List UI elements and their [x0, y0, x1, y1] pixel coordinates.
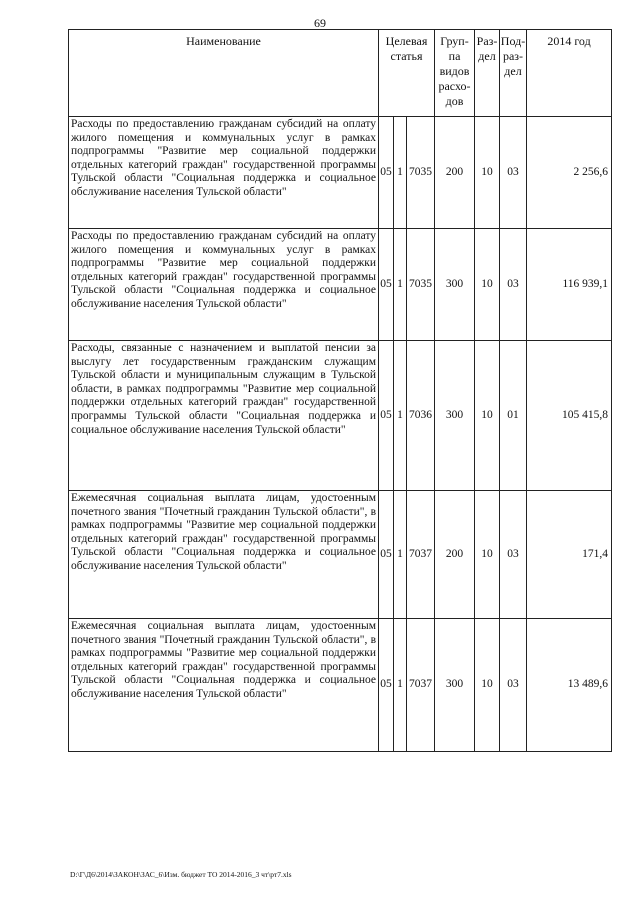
row-subsection: 03	[500, 619, 527, 752]
row-description: Ежемесячная социальная выплата лицам, удостоенным почетного звания "Почетный гражданин Тульской области", в рамках подпрограммы "Развитие мер социальной поддержки отдельных категорий граждан" государственной программы Тульской области "Социальная поддержка и социальное обслуживание населения Тульской области"	[69, 491, 379, 619]
row-cs-direction: 7036	[407, 341, 435, 491]
row-section: 10	[475, 619, 500, 752]
row-cs-subprogram: 1	[394, 491, 407, 619]
row-description: Расходы по предоставлению гражданам субсидий на оплату жилого помещения и коммунальных услуг в рамках подпрограммы "Развитие мер социальной поддержки отдельных категорий граждан" государственной программы Тульской области "Социальная поддержка и социальное обслуживание населения Тульской области"	[69, 229, 379, 341]
header-section: Раз- дел	[475, 30, 500, 117]
row-amount: 2 256,6	[527, 117, 612, 229]
header-expense-group: Груп- па видов расхо- дов	[435, 30, 475, 117]
row-cs-direction: 7035	[407, 229, 435, 341]
row-cs-subprogram: 1	[394, 341, 407, 491]
row-subsection: 03	[500, 117, 527, 229]
header-year-2014: 2014 год	[527, 30, 612, 117]
row-amount: 13 489,6	[527, 619, 612, 752]
header-row	[69, 30, 612, 117]
table-row	[69, 229, 612, 341]
header-name: Наименование	[69, 30, 379, 117]
row-description: Расходы, связанные с назначением и выплатой пенсии за выслугу лет государственным гражданским служащим Тульской области и муниципальным служащим в Тульской области, в рамках подпрограммы "Развитие мер социальной поддержки отдельных категорий граждан" государственной программы Тульской области "Социальная поддержка и социальное обслуживание населения Тульской области"	[69, 341, 379, 491]
row-description: Ежемесячная социальная выплата лицам, удостоенным почетного звания "Почетный гражданин Тульской области", в рамках подпрограммы "Развитие мер социальной поддержки отдельных категорий граждан" государственной программы Тульской области "Социальная поддержка и социальное обслуживание населения Тульской области"	[69, 619, 379, 752]
row-section: 10	[475, 341, 500, 491]
budget-table	[68, 29, 612, 752]
row-cs-program: 05	[379, 491, 394, 619]
row-cs-program: 05	[379, 117, 394, 229]
row-subsection: 03	[500, 491, 527, 619]
header-subsection: Под- раз- дел	[500, 30, 527, 117]
row-expense-group: 300	[435, 229, 475, 341]
table-row	[69, 341, 612, 491]
file-path-footer: D:\Г\Д6\2014\ЗАКОН\ЗАС_6\Изм. бюджет ТО 2014-2016_3 чт\рт7.xls	[70, 870, 292, 879]
table-row	[69, 491, 612, 619]
row-section: 10	[475, 229, 500, 341]
row-expense-group: 200	[435, 117, 475, 229]
row-cs-subprogram: 1	[394, 619, 407, 752]
row-cs-direction: 7037	[407, 491, 435, 619]
row-subsection: 03	[500, 229, 527, 341]
row-expense-group: 300	[435, 341, 475, 491]
row-amount: 105 415,8	[527, 341, 612, 491]
row-description: Расходы по предоставлению гражданам субсидий на оплату жилого помещения и коммунальных услуг в рамках подпрограммы "Развитие мер социальной поддержки отдельных категорий граждан" государственной программы Тульской области "Социальная поддержка и социальное обслуживание населения Тульской области"	[69, 117, 379, 229]
row-amount: 116 939,1	[527, 229, 612, 341]
row-expense-group: 200	[435, 491, 475, 619]
row-cs-program: 05	[379, 229, 394, 341]
row-cs-subprogram: 1	[394, 117, 407, 229]
row-cs-program: 05	[379, 341, 394, 491]
row-cs-subprogram: 1	[394, 229, 407, 341]
header-target-article: Целевая статья	[379, 30, 435, 117]
row-expense-group: 300	[435, 619, 475, 752]
row-subsection: 01	[500, 341, 527, 491]
row-cs-direction: 7037	[407, 619, 435, 752]
row-cs-program: 05	[379, 619, 394, 752]
row-section: 10	[475, 117, 500, 229]
table-row	[69, 117, 612, 229]
row-section: 10	[475, 491, 500, 619]
row-amount: 171,4	[527, 491, 612, 619]
table-row	[69, 619, 612, 752]
row-cs-direction: 7035	[407, 117, 435, 229]
page-number: 69	[314, 16, 326, 30]
